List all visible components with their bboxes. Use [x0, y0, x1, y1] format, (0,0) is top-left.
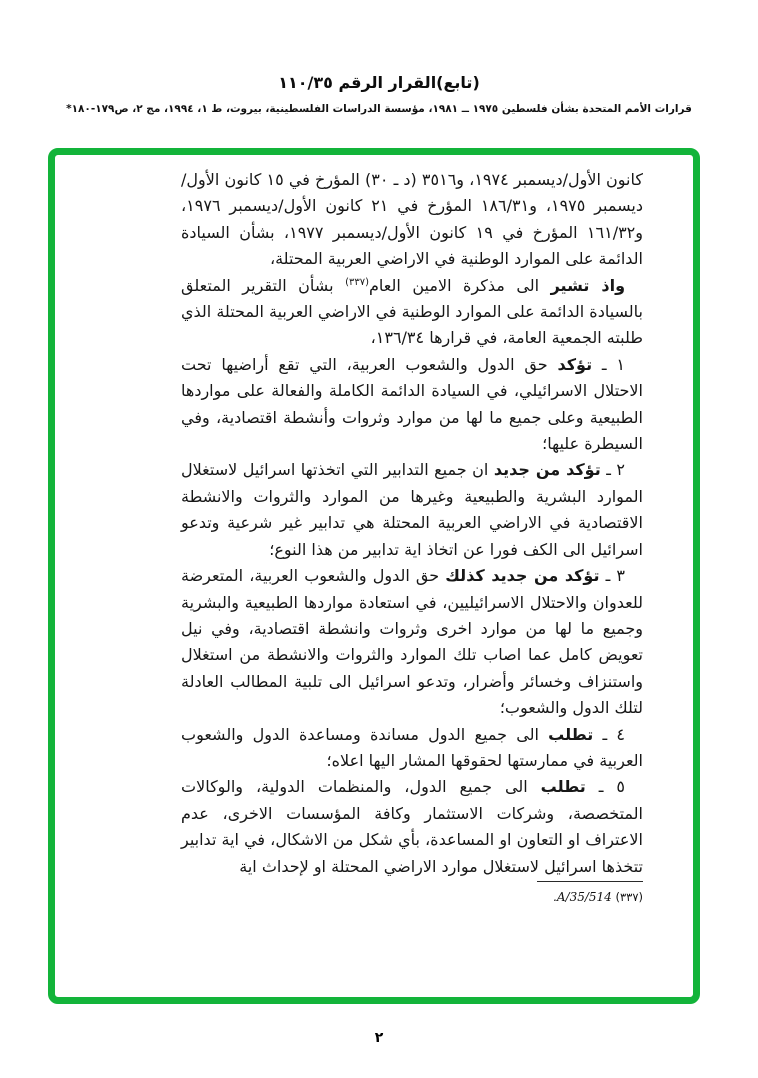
item-lead: تؤكد من جديد كذلك: [445, 566, 600, 586]
item-lead: تطلب: [548, 724, 594, 744]
recital-text-before-ref: الى مذكرة الامين العام: [369, 275, 551, 295]
paragraph-intro-continuation: كانون الأول/ديسمبر ١٩٧٤، و٣٥١٦ (د ـ ٣٠) المؤرخ في ١٥ كانون الأول/ديسمبر ١٩٧٥، و١٨٦/٣١ المؤرخ في ٢١ كانون الأول/ديسمبر ١٩٧٦، و١٦١/٣٢ المؤرخ في ١٩ كانون الأول/ديسمبر ١٩٧٧، بشأن السيادة الدائمة على الموارد الوطنية في الاراضي العربية المحتلة،: [181, 170, 644, 269]
footnote-text: [181, 890, 643, 904]
recital-text-after-ref: بشأن التقرير المتعلق بالسيادة الدائمة على الموارد الوطنية في الاراضي العربية المحتلة الذي طلبته الجمعية العامة، في قرارها ١٣٦/٣٤،: [181, 275, 643, 348]
page-number: ٢: [374, 1030, 384, 1046]
item-text: ان جميع التدابير التي اتخذتها اسرائيل لاستغلال الموارد البشرية والطبيعية وغيرها من الموارد والثروات والانشطة الاقتصادية في الاراضي العربية المحتلة هي تدابير غير شرعية وتدعو اسرائيل الى الكف فورا عن اتخاذ اية تدابير من هذا النوع؛: [181, 460, 643, 559]
item-lead: تطلب: [540, 777, 586, 797]
item-text: الى جميع الدول مساندة ومساعدة الدول والشعوب العربية في ممارستها لحقوقها المشار اليها اعلاه؛: [181, 724, 643, 770]
item-number: ٥ ـ: [585, 777, 626, 797]
footnote-separator-rule: [537, 881, 643, 882]
item-number: ٤ ـ: [593, 724, 626, 744]
footnote-area: [181, 881, 643, 904]
document-green-frame: [48, 148, 700, 1004]
item-text: حق الدول والشعوب العربية، التي تقع أراضيها تحت الاحتلال الاسرائيلي، في السيادة الدائمة الكاملة والفعالة على مواردها الطبيعية وعلى جميع ما لها من موارد وثروات وأنشطة اقتصادية، وفي السيطرة عليها؛: [181, 354, 643, 454]
recital-lead: واذ تشير: [550, 275, 626, 295]
item-lead: تؤكد من جديد: [493, 460, 601, 480]
operative-paragraph-3: [181, 563, 643, 721]
footnote-document-symbol: A/35/514.: [553, 890, 612, 904]
document-body-text: [181, 167, 643, 880]
item-number: ١ ـ: [592, 354, 626, 374]
operative-paragraph-5: [181, 774, 643, 880]
operative-paragraph-2: [181, 457, 643, 563]
footnote-reference-mark: (٣٣٧): [345, 276, 370, 288]
operative-paragraph-1: [181, 352, 643, 458]
footnote-marker: (٣٣٧): [615, 890, 643, 904]
page-title: (تابع)القرار الرقم ١١٠/٣٥: [278, 73, 480, 92]
item-number: ٢ ـ: [600, 460, 626, 480]
item-lead: تؤكد: [557, 354, 593, 374]
paragraph-recital: [181, 273, 643, 352]
item-text: حق الدول والشعوب العربية، المتعرضة للعدوان والاحتلال الاسرائيليين، في استعادة مواردها الطبيعية والبشرية وجميع ما لها من موارد اخرى وثروات وانشطة اقتصادية، وفي نيل تعويض كامل عما اصاب تلك الموارد والثروات والانشطة من استغلال واستنزاف وخسائر وأضرار، وتدعو اسرائيل الى تلبية المطالب العادلة لتلك الدول والشعوب؛: [181, 566, 643, 718]
source-citation-line: قرارات الأمم المتحدة بشأن فلسطين ١٩٧٥ ــ ١٩٨١، مؤسسة الدراسات الفلسطينية، بيروت، ط ١، ١٩٩٤، مج ٢، ص١٧٩-١٨٠*: [66, 103, 692, 115]
item-text: الى جميع الدول، والمنظمات الدولية، والوكالات المتخصصة، وشركات الاستثمار وكافة المؤسسات الاخرى، عدم الاعتراف او التعاون او المساعدة، بأي شكل من الاشكال، في اية تدابير تتخذها اسرائيل لاستغلال موارد الاراضي المحتلة او لإحداث اية: [181, 777, 643, 876]
operative-paragraph-4: [181, 722, 643, 775]
item-number: ٣ ـ: [599, 566, 625, 586]
